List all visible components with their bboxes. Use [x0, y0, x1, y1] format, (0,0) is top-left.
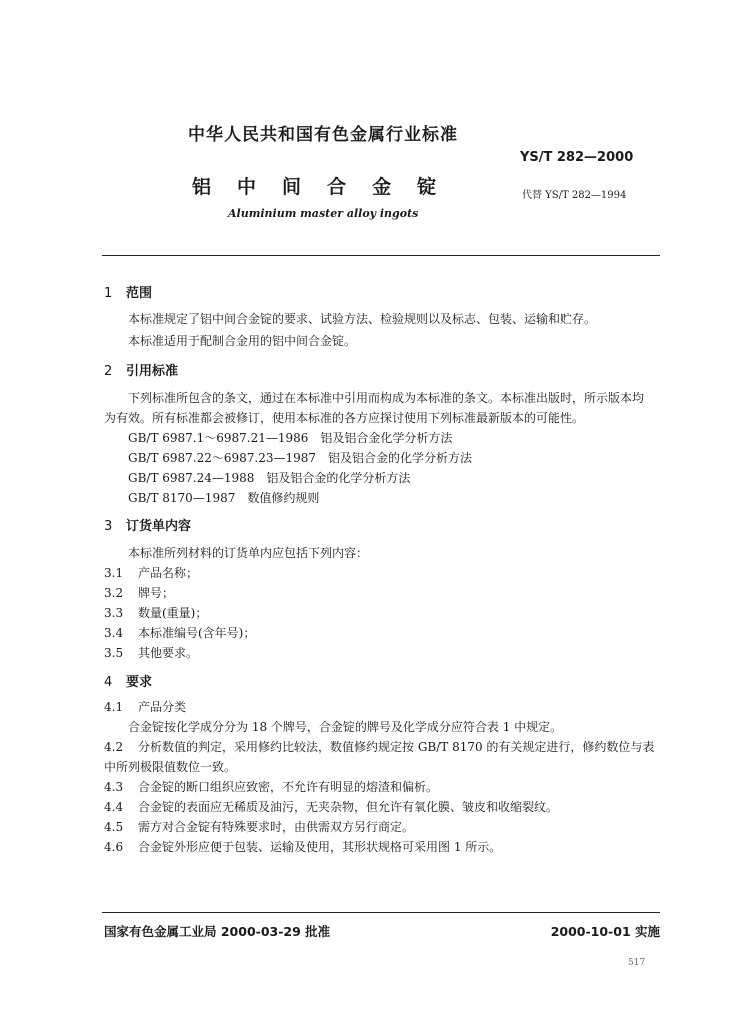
header-rule [102, 255, 660, 256]
title-char: 合 [327, 176, 347, 198]
order-item: 3.5 其他要求。 [104, 646, 199, 660]
approval-line: 国家有色金属工业局 2000-03-29 批准 [104, 924, 331, 939]
reference-item: GB/T 6987.24—1988 铝及铝合金的化学分析方法 [128, 471, 411, 485]
clause-4-5: 4.5 需方对合金锭有特殊要求时，由供需双方另行商定。 [104, 820, 415, 834]
page-number: 517 [628, 958, 646, 968]
order-item: 3.2 牌号； [104, 586, 175, 600]
section-2-para-line-2: 为有效。所有标准都会被修订，使用本标准的各方应探讨使用下列标准最新版本的可能性。 [104, 411, 585, 425]
section-1-heading: 1 范围 [104, 286, 153, 301]
reference-item: GB/T 6987.1～6987.21—1986 铝及铝合金化学分析方法 [128, 431, 453, 445]
effective-date: 2000-10-01 实施 [550, 924, 660, 939]
section-2-heading: 2 引用标准 [104, 364, 179, 379]
clause-4-1-body: 合金锭按化学成分分为 18 个牌号，合金锭的牌号及化学成分应符合表 1 中规定。 [128, 720, 563, 734]
clause-4-2: 4.2 分析数值的判定，采用修约比较法，数值修约规定按 GB/T 8170 的有关规定进行，修约数位与表 [104, 740, 655, 754]
reference-item: GB/T 8170—1987 数值修约规则 [128, 491, 320, 505]
english-title: Aluminium master alloy ingots [228, 207, 419, 220]
clause-4-4: 4.4 合金锭的表面应无稀质及油污，无夹杂物，但允许有氧化膜、皱皮和收缩裂纹。 [104, 800, 559, 814]
order-item: 3.3 数量(重量)； [104, 606, 208, 620]
clause-4-1: 4.1 产品分类 [104, 700, 187, 714]
clause-4-6: 4.6 合金锭外形应便于包装、运输及使用，其形状规格可采用图 1 所示。 [104, 840, 502, 854]
title-char: 锭 [417, 176, 437, 198]
title-char: 间 [282, 176, 302, 198]
issuing-authority-title: 中华人民共和国有色金属行业标准 [188, 125, 458, 145]
document-title [192, 172, 462, 199]
standard-number: YS/T 282—2000 [520, 150, 634, 165]
title-char: 金 [372, 176, 392, 198]
section-1-para-1: 本标准规定了铝中间合金锭的要求、试验方法、检验规则以及标志、包装、运输和贮存。 [128, 312, 597, 326]
section-1-para-2: 本标准适用于配制合金用的铝中间合金锭。 [128, 334, 357, 348]
reference-item: GB/T 6987.22～6987.23—1987 铝及铝合金的化学分析方法 [128, 451, 473, 465]
title-char: 中 [237, 176, 257, 198]
clause-4-2-cont: 中所列极限值数位一致。 [104, 760, 237, 774]
section-3-intro: 本标准所列材料的订货单内应包括下列内容： [128, 546, 369, 560]
replaces-standard: 代替 YS/T 282—1994 [522, 190, 627, 201]
order-item: 3.1 产品名称； [104, 566, 199, 580]
order-item: 3.4 本标准编号(含年号)； [104, 626, 256, 640]
section-3-heading: 3 订货单内容 [104, 519, 192, 534]
title-char: 铝 [192, 176, 212, 198]
section-2-para-line-1: 下列标准所包含的条文，通过在本标准中引用而构成为本标准的条文。本标准出版时，所示版本均 [128, 391, 645, 405]
footer-rule [102, 912, 660, 913]
clause-4-3: 4.3 合金锭的断口组织应致密，不允许有明显的熔渣和偏析。 [104, 780, 439, 794]
section-4-heading: 4 要求 [104, 675, 153, 690]
